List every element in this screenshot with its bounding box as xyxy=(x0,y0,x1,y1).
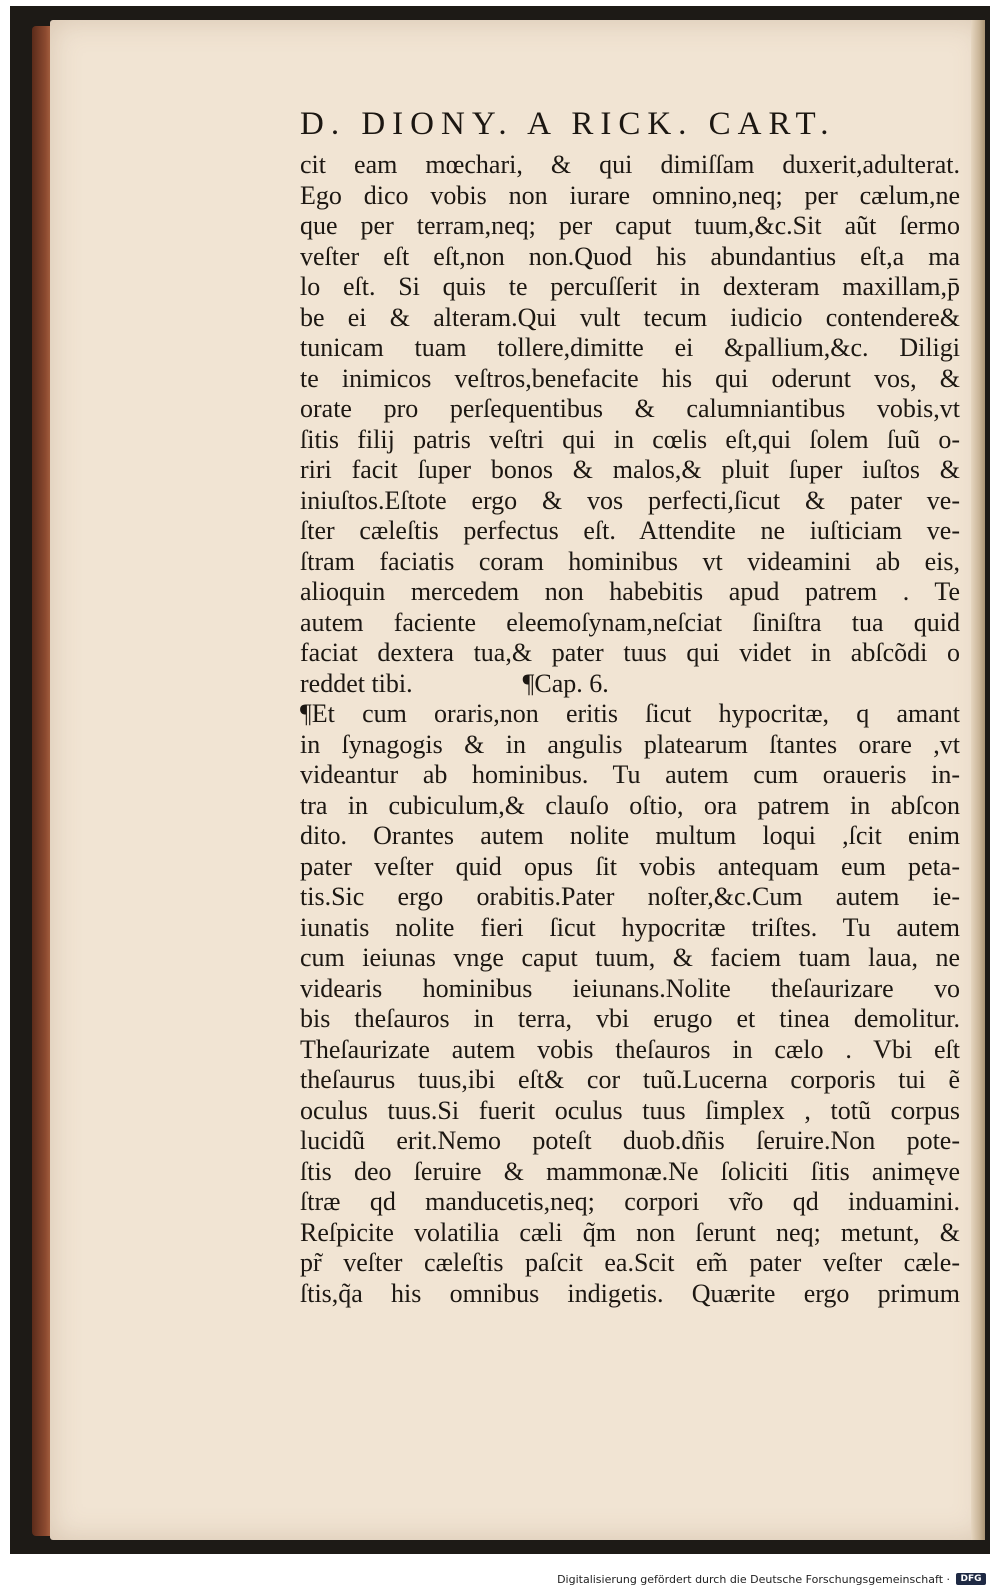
text-line: be ei & alteram.Qui vult tecum iudicio contendere& xyxy=(300,302,960,332)
text-line: ſitis filij patris veſtri qui in cœlis eſt,qui ſolem ſuũ o- xyxy=(300,424,960,454)
text-line: videaris hominibus ieiunans.Nolite theſaurizare vo xyxy=(300,973,960,1003)
text-line: autem faciente eleemoſynam,neſciat ſiniſtra tua quid xyxy=(300,607,960,637)
text-line: theſaurus tuus,ibi eſt& cor tuũ.Lucerna corporis tui ẽ xyxy=(300,1065,960,1094)
text-line: que per terram,neq; per caput tuum,&c.Sit aũt ſermo xyxy=(300,211,960,240)
text-line: te inimicos veſtros,benefacite his qui oderunt vos, & xyxy=(300,363,960,393)
text-line: riri facit ſuper bonos & malos,& pluit ſuper iuſtos & xyxy=(300,455,960,484)
text-line: tis.Sic ergo orabitis.Pater noſter,&c.Cum autem ie- xyxy=(300,882,960,911)
dfg-logo[interactable]: DFG xyxy=(956,1573,986,1585)
footer-bar xyxy=(0,1572,1000,1587)
text-line: oculus tuus.Si fuerit oculus tuus ſimplex , totũ corpus xyxy=(300,1095,960,1125)
text-line: ſtræ qd manducetis,neq; corpori vr̃o qd induamini. xyxy=(300,1187,960,1216)
chapter-closing-line xyxy=(300,669,960,700)
text-line: iniuſtos.Eſtote ergo & vos perfecti,ſicut & pater ve- xyxy=(300,485,960,515)
text-line: videantur ab hominibus. Tu autem cum oraueris in- xyxy=(300,760,960,789)
text-line: dito. Orantes autem nolite multum loqui ,ſcit enim xyxy=(300,821,960,850)
closing-text: reddet tibi. xyxy=(300,668,413,698)
text-line: faciat dextera tua,& pater tuus qui videt in abſcõdi o xyxy=(300,638,960,667)
text-line: ſtis deo ſeruire & mammonæ.Ne ſoliciti ſitis animęve xyxy=(300,1156,960,1186)
book-page xyxy=(50,20,985,1540)
text-line: veſter eſt eſt,non non.Quod his abundantius eſt,a ma xyxy=(300,241,960,271)
funding-credit: Digitalisierung gefördert durch die Deutsche Forschungsgemeinschaft · xyxy=(557,1573,950,1586)
text-line: cum ieiunas vnge caput tuum, & faciem tuam laua, ne xyxy=(300,943,960,972)
text-line: lo eſt. Si quis te percuſſerit in dexteram maxillam,p̄ xyxy=(300,272,960,301)
text-line: pater veſter quid opus ſit vobis antequam eum peta- xyxy=(300,851,960,881)
running-head: D. DIONY. A RICK. CART. xyxy=(300,106,836,142)
text-line: ¶Et cum oraris,non eritis ſicut hypocritæ, q amant xyxy=(300,699,960,728)
text-line: pr̃ veſter cæleſtis paſcit ea.Scit em̃ pater veſter cæle- xyxy=(300,1248,960,1277)
text-line: ſtis,q̃a his omnibus indigetis. Quærite ergo primum xyxy=(300,1278,960,1308)
text-line: alioquin mercedem non habebitis apud patrem . Te xyxy=(300,577,960,606)
scanned-book-image xyxy=(10,6,990,1554)
text-line: ſter cæleſtis perfectus eſt. Attendite ne iuſticiam ve- xyxy=(300,516,960,545)
text-line: Ego dico vobis non iurare omnino,neq; per cælum,ne xyxy=(300,180,960,210)
text-line: tra in cubiculum,& clauſo oſtio, ora patrem in abſcon xyxy=(300,790,960,820)
text-line: ſtram faciatis coram hominibus vt videamini ab eis, xyxy=(300,546,960,576)
text-line: iunatis nolite fieri ſicut hypocritæ triſtes. Tu autem xyxy=(300,912,960,942)
text-line: tunicam tuam tollere,dimitte ei &pallium,&c. Diligi xyxy=(300,333,960,362)
page-text-block xyxy=(300,102,960,1309)
text-line: orate pro perſequentibus & calumniantibus vobis,vt xyxy=(300,394,960,423)
chapter-marker: ¶Cap. 6. xyxy=(522,668,609,698)
text-line: cit eam mœchari, & qui dimiſſam duxerit,adulterat. xyxy=(300,150,960,179)
text-line: lucidũ erit.Nemo poteſt duob.dñis ſeruire.Non pote- xyxy=(300,1126,960,1155)
text-line: Reſpicite volatilia cæli q̃m non ſerunt neq; metunt, & xyxy=(300,1217,960,1247)
text-line: in ſynagogis & in angulis platearum ſtantes orare ,vt xyxy=(300,729,960,759)
text-line: Theſaurizate autem vobis theſauros in cælo . Vbi eſt xyxy=(300,1034,960,1064)
text-line: bis theſauros in terra, vbi erugo et tinea demolitur. xyxy=(300,1004,960,1033)
page-fore-edge xyxy=(971,20,985,1540)
